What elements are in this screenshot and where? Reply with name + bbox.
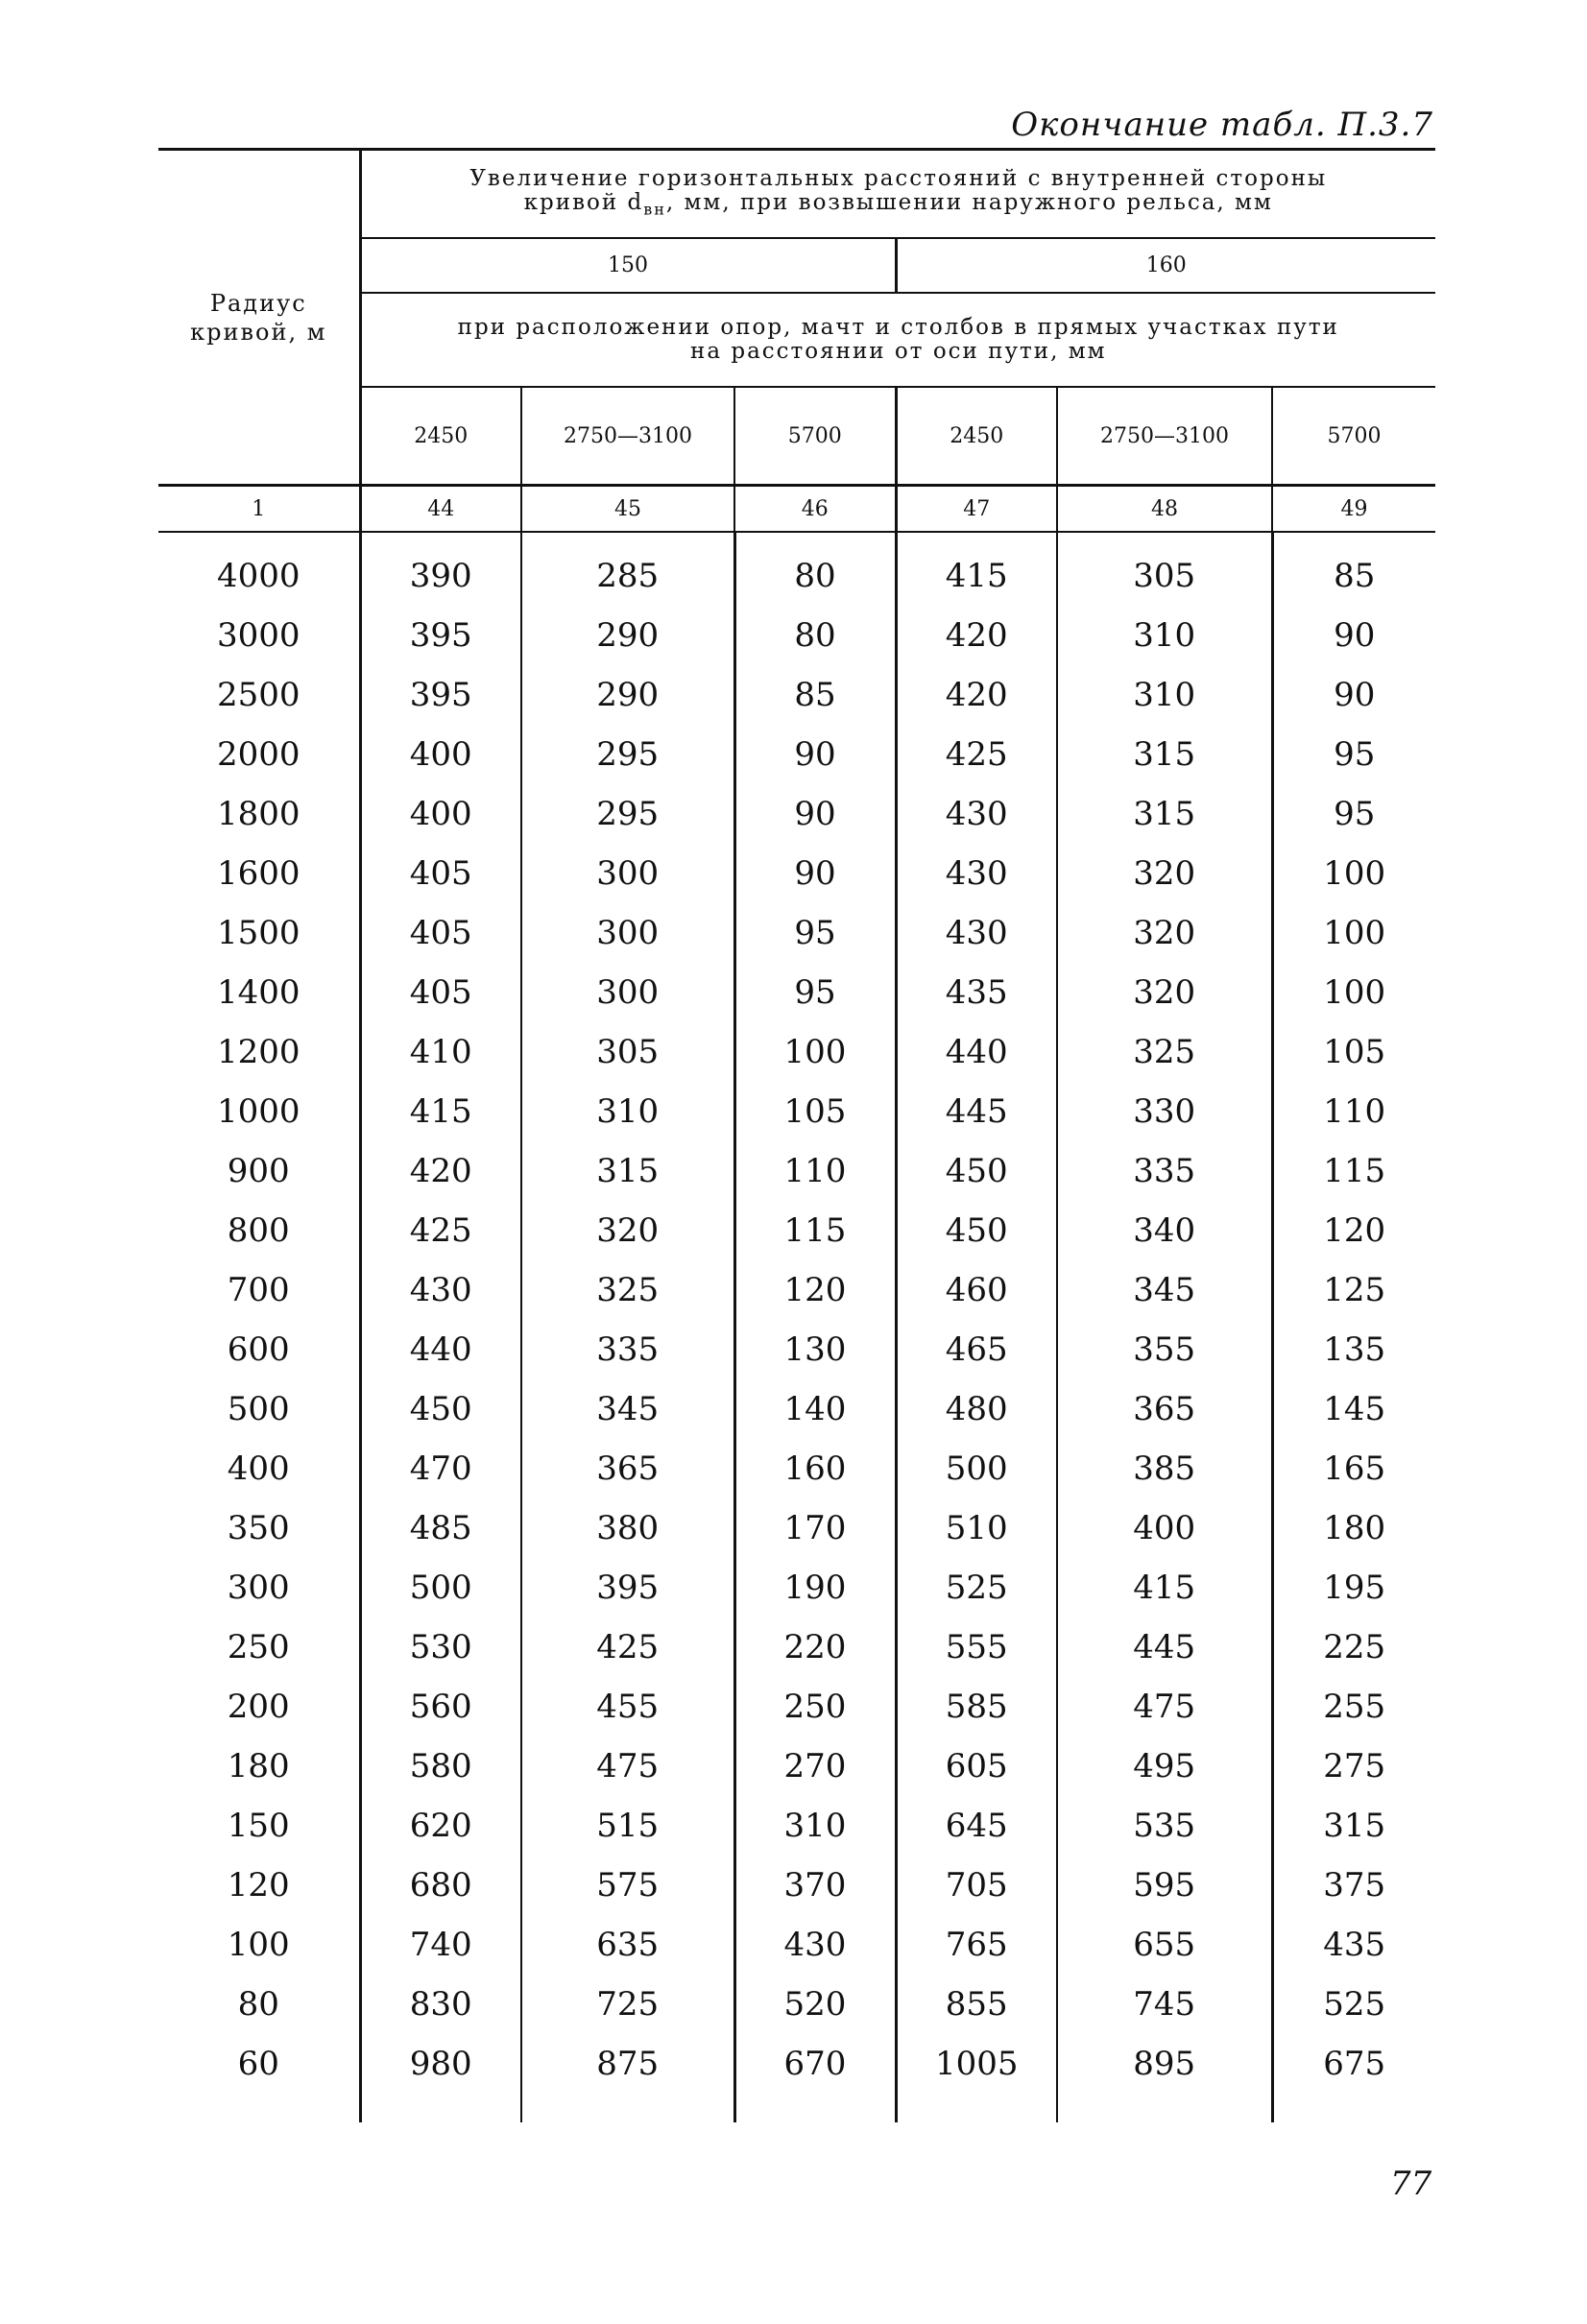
table-row <box>158 903 1435 963</box>
value-cell: 875 <box>521 2034 734 2094</box>
main-header-line2-post: , мм, при возвышении наружного рельса, мм <box>665 189 1273 215</box>
value-cell: 430 <box>734 1915 896 1975</box>
table-row <box>158 1558 1435 1617</box>
value-cell: 310 <box>521 1082 734 1141</box>
column-number-48: 48 <box>1057 486 1272 533</box>
value-cell: 430 <box>896 903 1057 963</box>
value-cell: 320 <box>1057 844 1272 903</box>
table-row <box>158 1617 1435 1677</box>
radius-column-header <box>158 150 360 486</box>
table-row <box>158 665 1435 725</box>
main-header-line2 <box>362 191 1436 222</box>
value-cell: 475 <box>1057 1677 1272 1737</box>
value-cell: 225 <box>1272 1617 1435 1677</box>
value-cell: 100 <box>1272 903 1435 963</box>
radius-cell: 1000 <box>216 1092 301 1131</box>
value-cell: 415 <box>896 546 1057 606</box>
radius-cell: 250 <box>227 1628 290 1666</box>
main-header <box>360 150 1435 239</box>
value-cell: 670 <box>734 2034 896 2094</box>
radius-cell: 900 <box>227 1152 290 1190</box>
table-row <box>158 1498 1435 1558</box>
value-cell: 415 <box>360 1082 521 1141</box>
value-cell: 95 <box>734 963 896 1022</box>
value-cell: 270 <box>734 1737 896 1796</box>
value-cell: 160 <box>734 1439 896 1498</box>
column-header-5700-a: 5700 <box>734 387 896 486</box>
table-body <box>158 546 1435 2094</box>
radius-cell: 1200 <box>216 1033 301 1071</box>
value-cell: 305 <box>1057 546 1272 606</box>
value-cell: 450 <box>896 1201 1057 1260</box>
table-row <box>158 1201 1435 1260</box>
value-cell: 130 <box>734 1320 896 1379</box>
column-header-2450-b: 2450 <box>896 387 1057 486</box>
value-cell: 435 <box>896 963 1057 1022</box>
value-cell: 275 <box>1272 1737 1435 1796</box>
value-cell: 675 <box>1272 2034 1435 2094</box>
value-cell: 525 <box>1272 1975 1435 2034</box>
column-number-44: 44 <box>360 486 521 533</box>
distance-header-line2: на расстоянии от оси пути, мм <box>690 339 1107 364</box>
value-cell: 470 <box>360 1439 521 1498</box>
value-cell: 400 <box>360 725 521 784</box>
value-cell: 100 <box>1272 844 1435 903</box>
value-cell: 605 <box>896 1737 1057 1796</box>
value-cell: 85 <box>1272 546 1435 606</box>
table-row <box>158 1856 1435 1915</box>
radius-header-line1: Радиус <box>209 289 307 317</box>
value-cell: 250 <box>734 1677 896 1737</box>
column-header-2750-3100-a: 2750—3100 <box>521 387 734 486</box>
radius-cell: 120 <box>227 1866 290 1905</box>
value-cell: 110 <box>1272 1082 1435 1141</box>
value-cell: 115 <box>734 1201 896 1260</box>
value-cell: 135 <box>1272 1320 1435 1379</box>
value-cell: 400 <box>360 784 521 844</box>
value-cell: 290 <box>521 606 734 665</box>
value-cell: 405 <box>360 844 521 903</box>
table-row <box>158 1975 1435 2034</box>
value-cell: 445 <box>896 1082 1057 1141</box>
radius-cell: 300 <box>227 1569 290 1607</box>
table-row <box>158 1737 1435 1796</box>
radius-cell: 180 <box>227 1747 290 1785</box>
value-cell: 405 <box>360 963 521 1022</box>
value-cell: 485 <box>360 1498 521 1558</box>
value-cell: 165 <box>1272 1439 1435 1498</box>
value-cell: 745 <box>1057 1975 1272 2034</box>
table-row <box>158 1141 1435 1201</box>
value-cell: 285 <box>521 546 734 606</box>
value-cell: 520 <box>734 1975 896 2034</box>
column-number-46: 46 <box>734 486 896 533</box>
radius-cell: 150 <box>227 1807 290 1845</box>
value-cell: 365 <box>1057 1379 1272 1439</box>
value-cell: 390 <box>360 546 521 606</box>
value-cell: 195 <box>1272 1558 1435 1617</box>
value-cell: 425 <box>360 1201 521 1260</box>
distance-header <box>360 293 1435 387</box>
radius-cell: 1400 <box>216 973 301 1012</box>
main-header-subscript: вн <box>643 200 666 219</box>
value-cell: 435 <box>1272 1915 1435 1975</box>
elevation-150-header: 150 <box>360 238 896 293</box>
value-cell: 395 <box>521 1558 734 1617</box>
value-cell: 300 <box>521 903 734 963</box>
value-cell: 90 <box>734 784 896 844</box>
page-number: 77 <box>1390 2165 1432 2203</box>
value-cell: 90 <box>734 725 896 784</box>
value-cell: 220 <box>734 1617 896 1677</box>
radius-cell: 4000 <box>216 557 301 595</box>
value-cell: 300 <box>521 963 734 1022</box>
value-cell: 420 <box>360 1141 521 1201</box>
value-cell: 315 <box>1057 725 1272 784</box>
table-row <box>158 1379 1435 1439</box>
value-cell: 500 <box>360 1558 521 1617</box>
value-cell: 310 <box>1057 606 1272 665</box>
table-row <box>158 1677 1435 1737</box>
value-cell: 145 <box>1272 1379 1435 1439</box>
table-caption: Окончание табл. П.3.7 <box>1011 106 1433 144</box>
table-row <box>158 2034 1435 2094</box>
value-cell: 420 <box>896 606 1057 665</box>
value-cell: 480 <box>896 1379 1057 1439</box>
radius-cell: 60 <box>237 2045 279 2083</box>
table-row <box>158 606 1435 665</box>
elevation-160-header: 160 <box>896 238 1435 293</box>
value-cell: 90 <box>734 844 896 903</box>
value-cell: 335 <box>521 1320 734 1379</box>
value-cell: 740 <box>360 1915 521 1975</box>
value-cell: 420 <box>896 665 1057 725</box>
table-row <box>158 1915 1435 1975</box>
value-cell: 305 <box>521 1022 734 1082</box>
radius-cell: 2500 <box>216 676 301 714</box>
table-row <box>158 546 1435 606</box>
value-cell: 455 <box>521 1677 734 1737</box>
value-cell: 645 <box>896 1796 1057 1856</box>
data-table-container <box>158 148 1435 2122</box>
value-cell: 330 <box>1057 1082 1272 1141</box>
value-cell: 310 <box>1057 665 1272 725</box>
value-cell: 335 <box>1057 1141 1272 1201</box>
value-cell: 105 <box>734 1082 896 1141</box>
distance-header-line1: при расположении опор, мачт и столбов в прямых участках пути <box>457 315 1339 340</box>
value-cell: 655 <box>1057 1915 1272 1975</box>
value-cell: 345 <box>521 1379 734 1439</box>
radius-cell: 1600 <box>216 854 301 893</box>
table-row <box>158 844 1435 903</box>
column-number-45: 45 <box>521 486 734 533</box>
value-cell: 105 <box>1272 1022 1435 1082</box>
value-cell: 315 <box>1272 1796 1435 1856</box>
main-header-line1: Увеличение горизонтальных расстояний с внутренней стороны <box>469 165 1328 191</box>
value-cell: 380 <box>521 1498 734 1558</box>
value-cell: 100 <box>734 1022 896 1082</box>
value-cell: 830 <box>360 1975 521 2034</box>
radius-cell: 80 <box>237 1985 279 2024</box>
value-cell: 765 <box>896 1915 1057 1975</box>
table-row <box>158 1260 1435 1320</box>
value-cell: 475 <box>521 1737 734 1796</box>
value-cell: 340 <box>1057 1201 1272 1260</box>
value-cell: 895 <box>1057 2034 1272 2094</box>
value-cell: 325 <box>521 1260 734 1320</box>
radius-cell: 1800 <box>216 795 301 833</box>
value-cell: 425 <box>896 725 1057 784</box>
value-cell: 595 <box>1057 1856 1272 1915</box>
value-cell: 555 <box>896 1617 1057 1677</box>
value-cell: 725 <box>521 1975 734 2034</box>
value-cell: 90 <box>1272 606 1435 665</box>
value-cell: 515 <box>521 1796 734 1856</box>
value-cell: 80 <box>734 606 896 665</box>
value-cell: 120 <box>734 1260 896 1320</box>
value-cell: 440 <box>360 1320 521 1379</box>
value-cell: 325 <box>1057 1022 1272 1082</box>
value-cell: 125 <box>1272 1260 1435 1320</box>
radius-header-line2: кривой, м <box>190 318 327 346</box>
value-cell: 365 <box>521 1439 734 1498</box>
table-row <box>158 1082 1435 1141</box>
value-cell: 575 <box>521 1856 734 1915</box>
radius-cell: 350 <box>227 1509 290 1547</box>
value-cell: 290 <box>521 665 734 725</box>
table-row <box>158 1439 1435 1498</box>
value-cell: 100 <box>1272 963 1435 1022</box>
value-cell: 115 <box>1272 1141 1435 1201</box>
value-cell: 295 <box>521 725 734 784</box>
value-cell: 385 <box>1057 1439 1272 1498</box>
value-cell: 620 <box>360 1796 521 1856</box>
value-cell: 525 <box>896 1558 1057 1617</box>
value-cell: 315 <box>1057 784 1272 844</box>
value-cell: 320 <box>1057 963 1272 1022</box>
radius-cell: 800 <box>227 1211 290 1250</box>
value-cell: 320 <box>1057 903 1272 963</box>
value-cell: 560 <box>360 1677 521 1737</box>
radius-cell: 700 <box>227 1271 290 1309</box>
value-cell: 95 <box>1272 784 1435 844</box>
clearance-table <box>158 148 1435 2122</box>
table-row <box>158 1022 1435 1082</box>
value-cell: 370 <box>734 1856 896 1915</box>
value-cell: 705 <box>896 1856 1057 1915</box>
value-cell: 295 <box>521 784 734 844</box>
value-cell: 460 <box>896 1260 1057 1320</box>
value-cell: 395 <box>360 665 521 725</box>
value-cell: 345 <box>1057 1260 1272 1320</box>
value-cell: 450 <box>360 1379 521 1439</box>
value-cell: 90 <box>1272 665 1435 725</box>
value-cell: 585 <box>896 1677 1057 1737</box>
value-cell: 85 <box>734 665 896 725</box>
value-cell: 450 <box>896 1141 1057 1201</box>
value-cell: 95 <box>1272 725 1435 784</box>
value-cell: 980 <box>360 2034 521 2094</box>
value-cell: 320 <box>521 1201 734 1260</box>
table-row <box>158 725 1435 784</box>
table-row <box>158 784 1435 844</box>
value-cell: 635 <box>521 1915 734 1975</box>
value-cell: 855 <box>896 1975 1057 2034</box>
radius-cell: 500 <box>227 1390 290 1428</box>
value-cell: 430 <box>896 844 1057 903</box>
radius-cell: 100 <box>227 1926 290 1964</box>
column-header-5700-b: 5700 <box>1272 387 1435 486</box>
value-cell: 440 <box>896 1022 1057 1082</box>
value-cell: 300 <box>521 844 734 903</box>
radius-cell: 3000 <box>216 616 301 655</box>
value-cell: 255 <box>1272 1677 1435 1737</box>
column-header-2750-3100-b: 2750—3100 <box>1057 387 1272 486</box>
value-cell: 140 <box>734 1379 896 1439</box>
table-row <box>158 963 1435 1022</box>
value-cell: 315 <box>521 1141 734 1201</box>
value-cell: 190 <box>734 1558 896 1617</box>
value-cell: 170 <box>734 1498 896 1558</box>
value-cell: 680 <box>360 1856 521 1915</box>
value-cell: 1005 <box>896 2034 1057 2094</box>
value-cell: 405 <box>360 903 521 963</box>
table-row <box>158 1320 1435 1379</box>
radius-cell: 200 <box>227 1688 290 1726</box>
column-number-47: 47 <box>896 486 1057 533</box>
value-cell: 530 <box>360 1617 521 1677</box>
value-cell: 495 <box>1057 1737 1272 1796</box>
radius-cell: 2000 <box>216 735 301 774</box>
column-header-2450-a: 2450 <box>360 387 521 486</box>
radius-cell: 1500 <box>216 914 301 952</box>
value-cell: 465 <box>896 1320 1057 1379</box>
value-cell: 395 <box>360 606 521 665</box>
value-cell: 510 <box>896 1498 1057 1558</box>
value-cell: 500 <box>896 1439 1057 1498</box>
column-number-1: 1 <box>158 486 360 533</box>
value-cell: 445 <box>1057 1617 1272 1677</box>
value-cell: 410 <box>360 1022 521 1082</box>
column-number-49: 49 <box>1272 486 1435 533</box>
value-cell: 430 <box>896 784 1057 844</box>
value-cell: 415 <box>1057 1558 1272 1617</box>
value-cell: 535 <box>1057 1796 1272 1856</box>
main-header-line2-pre: кривой d <box>523 189 644 215</box>
value-cell: 430 <box>360 1260 521 1320</box>
value-cell: 120 <box>1272 1201 1435 1260</box>
value-cell: 95 <box>734 903 896 963</box>
value-cell: 400 <box>1057 1498 1272 1558</box>
radius-cell: 600 <box>227 1330 290 1369</box>
radius-cell: 400 <box>227 1450 290 1488</box>
value-cell: 110 <box>734 1141 896 1201</box>
value-cell: 80 <box>734 546 896 606</box>
value-cell: 375 <box>1272 1856 1435 1915</box>
value-cell: 310 <box>734 1796 896 1856</box>
value-cell: 425 <box>521 1617 734 1677</box>
value-cell: 580 <box>360 1737 521 1796</box>
value-cell: 355 <box>1057 1320 1272 1379</box>
value-cell: 180 <box>1272 1498 1435 1558</box>
table-row <box>158 1796 1435 1856</box>
